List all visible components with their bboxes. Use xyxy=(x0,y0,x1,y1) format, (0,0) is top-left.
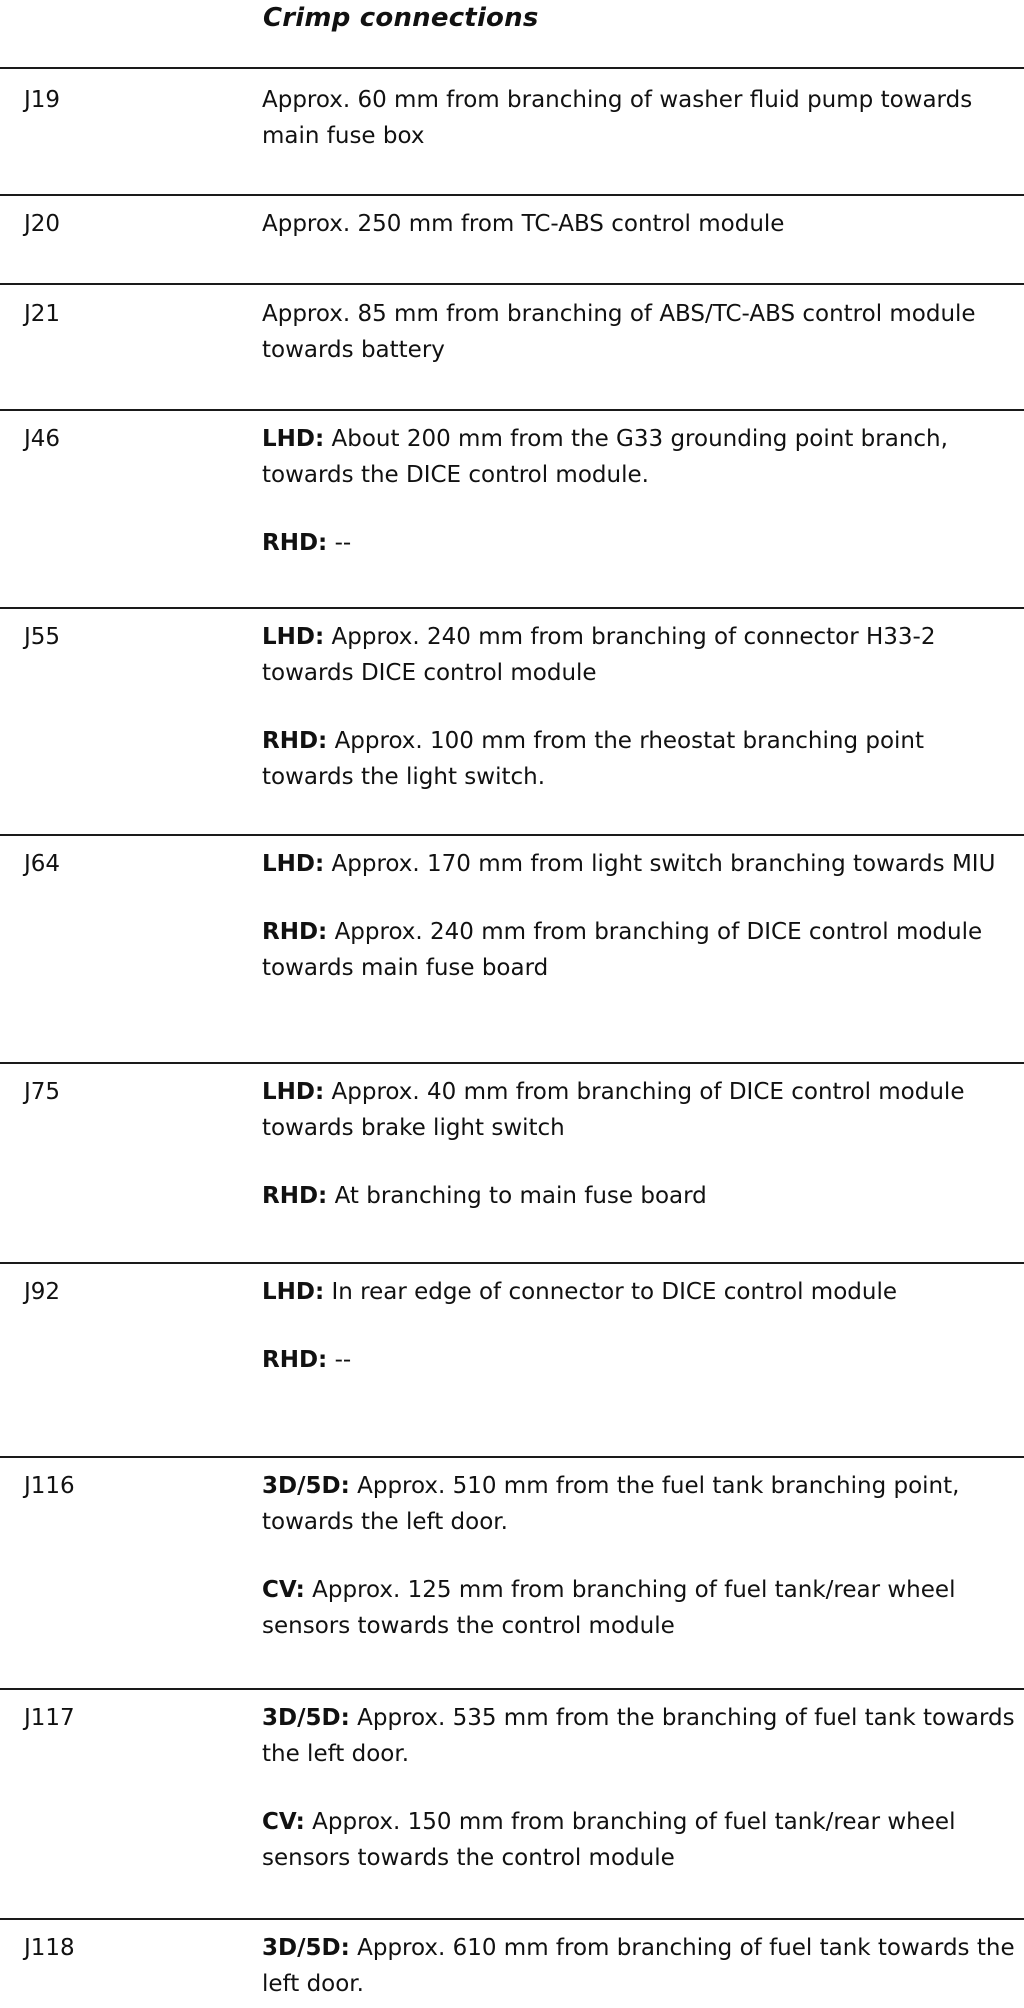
page-title: Crimp connections xyxy=(263,3,539,33)
description-text: Approx. 125 mm from branching of fuel tank/rear wheel sensors towards the control module xyxy=(262,1577,956,1639)
connection-code: J46 xyxy=(24,426,61,452)
connection-description xyxy=(262,1700,1022,1876)
connection-description xyxy=(262,1074,1022,1214)
table-rule xyxy=(0,1456,1024,1458)
variant-label: 3D/5D: xyxy=(262,1705,350,1731)
connection-code: J55 xyxy=(24,624,61,650)
description-text: -- xyxy=(334,1347,352,1373)
table-rule xyxy=(0,1918,1024,1920)
connection-description xyxy=(262,619,1022,795)
connection-description xyxy=(262,296,1022,368)
variant-label: CV: xyxy=(262,1577,305,1603)
variant-label: LHD: xyxy=(262,851,325,877)
description-paragraph xyxy=(262,1804,1022,1876)
variant-label: RHD: xyxy=(262,1183,328,1209)
variant-label: 3D/5D: xyxy=(262,1473,350,1499)
table-rule xyxy=(0,1688,1024,1690)
connection-code: J75 xyxy=(24,1079,61,1105)
description-text: About 200 mm from the G33 grounding point branch, towards the DICE control module. xyxy=(262,426,948,488)
table-rule xyxy=(0,1262,1024,1264)
connection-code: J21 xyxy=(24,301,61,327)
table-rule xyxy=(0,1062,1024,1064)
table-rule xyxy=(0,194,1024,196)
connection-description xyxy=(262,1274,1022,1378)
connection-code: J20 xyxy=(24,211,61,237)
connection-description xyxy=(262,1930,1022,2002)
connection-code: J117 xyxy=(24,1705,75,1731)
description-paragraph xyxy=(262,619,1022,691)
description-paragraph xyxy=(262,296,1022,368)
description-paragraph xyxy=(262,1930,1022,2002)
table-rule xyxy=(0,834,1024,836)
description-paragraph xyxy=(262,1700,1022,1772)
table-rule xyxy=(0,67,1024,69)
connection-description xyxy=(262,206,1022,242)
description-paragraph xyxy=(262,723,1022,795)
connection-description xyxy=(262,846,1022,986)
description-paragraph xyxy=(262,1274,1022,1310)
variant-label: RHD: xyxy=(262,530,328,556)
description-paragraph xyxy=(262,82,1022,154)
variant-label: RHD: xyxy=(262,1347,328,1373)
description-text: Approx. 150 mm from branching of fuel tank/rear wheel sensors towards the control module xyxy=(262,1809,956,1871)
connection-description xyxy=(262,421,1022,561)
variant-label: CV: xyxy=(262,1809,305,1835)
description-text: Approx. 40 mm from branching of DICE control module towards brake light switch xyxy=(262,1079,965,1141)
description-paragraph xyxy=(262,206,1022,242)
description-paragraph xyxy=(262,846,1022,882)
description-text: Approx. 240 mm from branching of DICE control module towards main fuse board xyxy=(262,919,983,981)
description-paragraph xyxy=(262,1342,1022,1378)
variant-label: LHD: xyxy=(262,1279,325,1305)
description-text: Approx. 240 mm from branching of connector H33-2 towards DICE control module xyxy=(262,624,936,686)
description-text: -- xyxy=(334,530,352,556)
description-text: At branching to main fuse board xyxy=(334,1183,707,1209)
description-text: Approx. 170 mm from light switch branching towards MIU xyxy=(331,851,996,877)
connection-code: J64 xyxy=(24,851,61,877)
connection-description xyxy=(262,82,1022,154)
description-text: Approx. 510 mm from the fuel tank branching point, towards the left door. xyxy=(262,1473,960,1535)
connection-code: J116 xyxy=(24,1473,75,1499)
variant-label: RHD: xyxy=(262,728,328,754)
description-paragraph xyxy=(262,1074,1022,1146)
variant-label: 3D/5D: xyxy=(262,1935,350,1961)
description-text: Approx. 535 mm from the branching of fuel tank towards the left door. xyxy=(262,1705,1015,1767)
table-rule xyxy=(0,607,1024,609)
table-rule xyxy=(0,409,1024,411)
variant-label: RHD: xyxy=(262,919,328,945)
description-text: In rear edge of connector to DICE control module xyxy=(331,1279,897,1305)
connection-code: J118 xyxy=(24,1935,75,1961)
connection-code: J92 xyxy=(24,1279,61,1305)
description-paragraph xyxy=(262,1178,1022,1214)
variant-label: LHD: xyxy=(262,1079,325,1105)
description-paragraph xyxy=(262,1572,1022,1644)
table-rule xyxy=(0,283,1024,285)
description-text: Approx. 250 mm from TC-ABS control module xyxy=(262,211,785,237)
description-paragraph xyxy=(262,914,1022,986)
connection-description xyxy=(262,1468,1022,1644)
description-paragraph xyxy=(262,421,1022,493)
connection-code: J19 xyxy=(24,87,61,113)
description-text: Approx. 610 mm from branching of fuel tank towards the left door. xyxy=(262,1935,1015,1997)
description-paragraph xyxy=(262,525,1022,561)
variant-label: LHD: xyxy=(262,624,325,650)
description-paragraph xyxy=(262,1468,1022,1540)
description-text: Approx. 100 mm from the rheostat branching point towards the light switch. xyxy=(262,728,925,790)
description-text: Approx. 60 mm from branching of washer fluid pump towards main fuse box xyxy=(262,87,973,149)
description-text: Approx. 85 mm from branching of ABS/TC-ABS control module towards battery xyxy=(262,301,976,363)
variant-label: LHD: xyxy=(262,426,325,452)
